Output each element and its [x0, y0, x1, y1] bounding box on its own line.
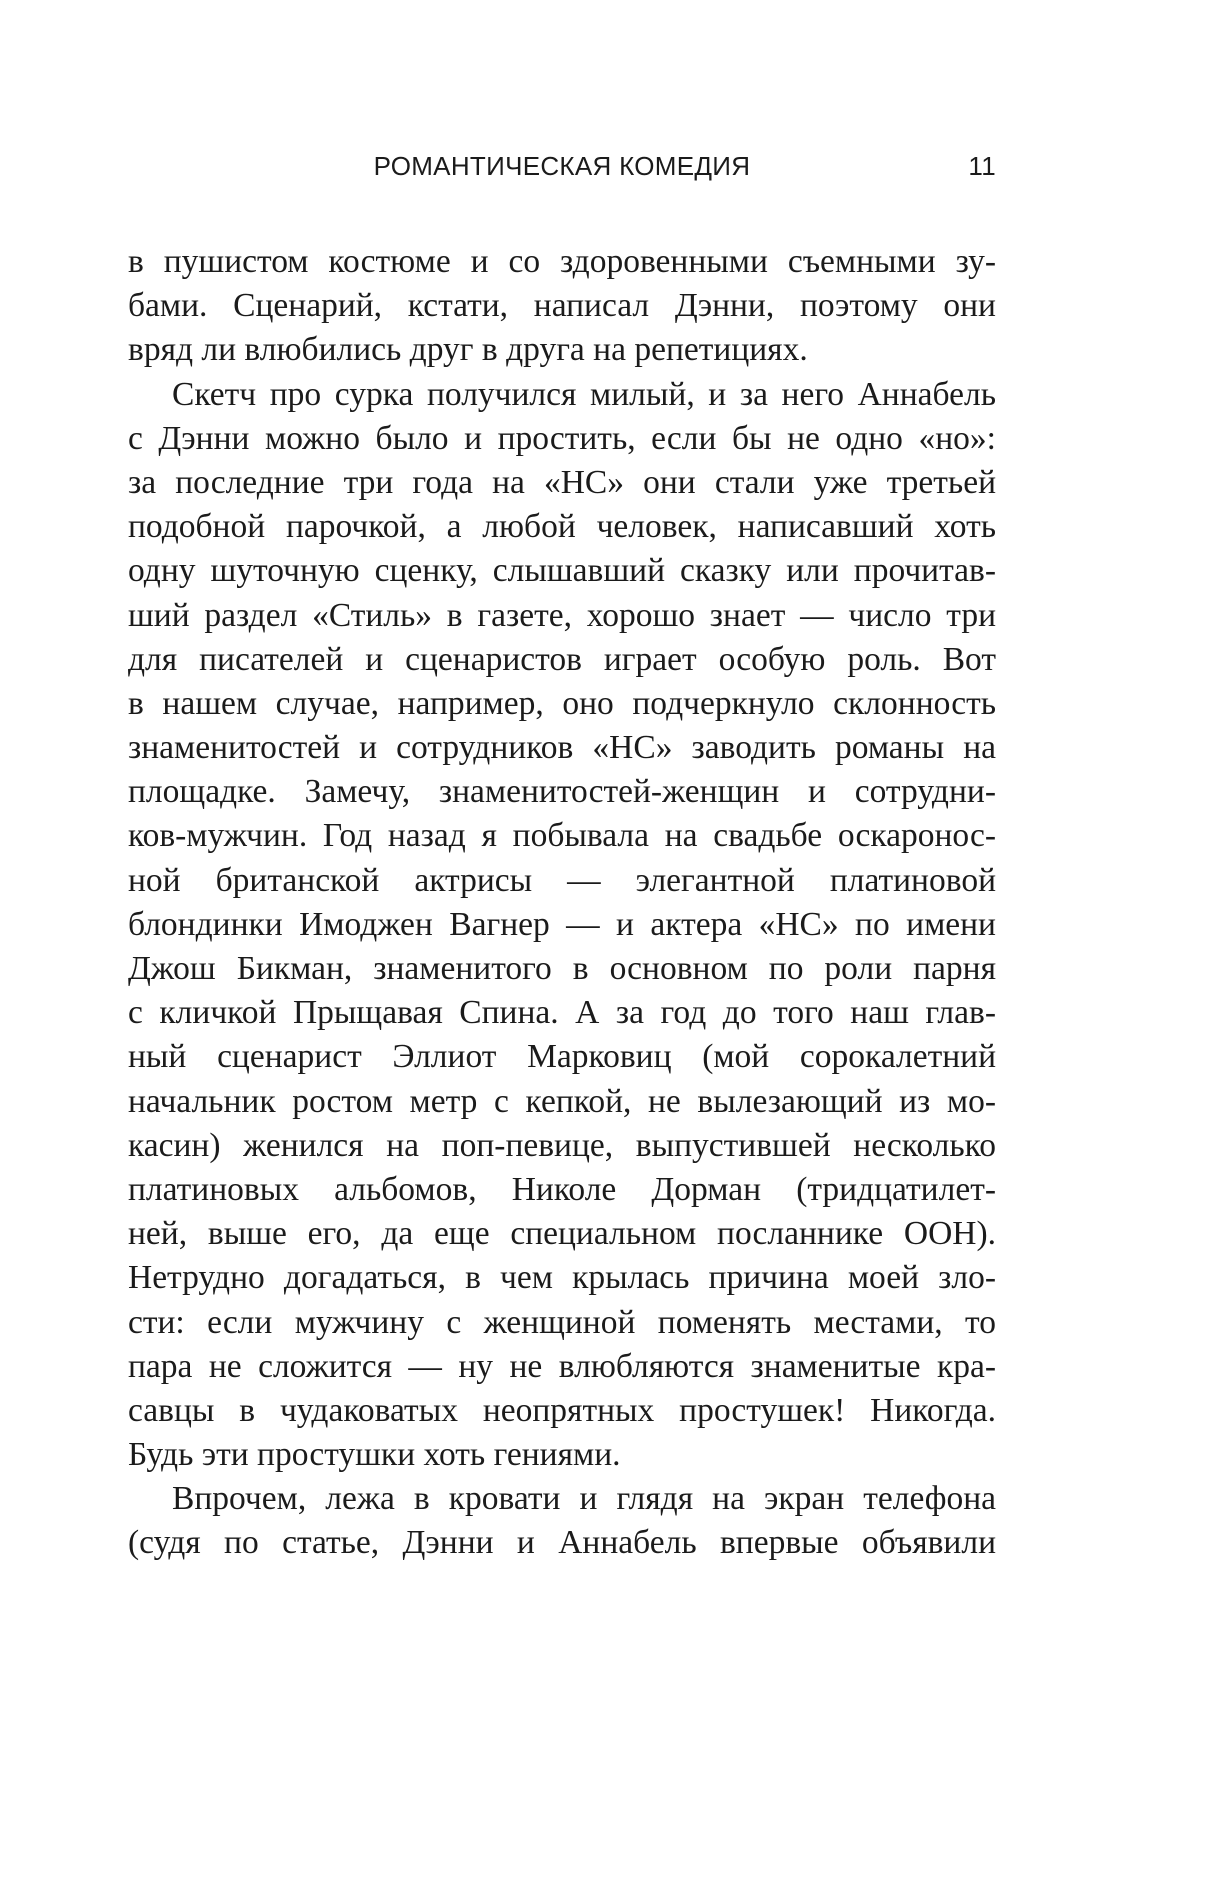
text-line: платиновых альбомов, Николе Дорман (тридцатилет- — [128, 1170, 996, 1208]
text-line: за последние три года на «НС» они стали уже третьей — [128, 463, 996, 501]
text-line: Нетрудно догадаться, в чем крылась причина моей зло- — [128, 1259, 996, 1297]
text-line: бами. Сценарий, кстати, написал Дэнни, поэтому они — [128, 287, 996, 325]
page-number: 11 — [968, 151, 996, 181]
text-line: знаменитостей и сотрудников «НС» заводить романы на — [128, 729, 996, 767]
text-line: касин) женился на поп-певице, выпустившей несколько — [128, 1126, 996, 1164]
paragraph-sketch — [128, 373, 996, 1478]
text-line: (судя по статье, Дэнни и Аннабель впервые объявили — [128, 1524, 996, 1562]
text-line: в нашем случае, например, оно подчеркнуло склонность — [128, 684, 996, 722]
paragraph-phone — [128, 1477, 996, 1565]
text-line: подобной парочкой, а любой человек, написавший хоть — [128, 508, 996, 546]
text-line: начальник ростом метр с кепкой, не вылезающий из мо- — [128, 1082, 996, 1120]
paragraph-continuation — [128, 240, 996, 373]
text-line: сти: если мужчину с женщиной поменять местами, то — [128, 1303, 996, 1341]
text-line: одну шуточную сценку, слышавший сказку или прочитав- — [128, 552, 996, 590]
text-line: ней, выше его, да еще специальном посланнике ООН). — [128, 1215, 996, 1253]
text-line: Скетч про сурка получился милый, и за него Аннабель — [172, 375, 996, 413]
running-title: РОМАНТИЧЕСКАЯ КОМЕДИЯ — [373, 151, 751, 181]
text-line: площадке. Замечу, знаменитостей-женщин и сотрудни- — [128, 773, 996, 811]
text-line: блондинки Имоджен Вагнер — и актера «НС» по имени — [128, 905, 996, 943]
text-line: Впрочем, лежа в кровати и глядя на экран телефона — [172, 1480, 996, 1518]
body-text — [128, 240, 996, 1566]
text-line: для писателей и сценаристов играет особую роль. Вот — [128, 640, 996, 678]
text-line: Джош Бикман, знаменитого в основном по роли парня — [128, 950, 996, 987]
text-line: вряд ли влюбились друг в друга на репетициях. — [128, 331, 808, 369]
running-head — [128, 151, 996, 187]
text-line: в пушистом костюме и со здоровенными съемными зу- — [128, 243, 996, 280]
text-line: с кличкой Прыщавая Спина. А за год до того наш глав- — [128, 994, 996, 1032]
text-line: ный сценарист Эллиот Марковиц (мой сорокалетний — [128, 1038, 996, 1076]
text-line: Будь эти простушки хоть гениями. — [128, 1436, 621, 1474]
text-line: с Дэнни можно было и простить, если бы не одно «но»: — [128, 419, 996, 457]
text-line: ший раздел «Стиль» в газете, хорошо знает — число три — [128, 596, 996, 634]
text-line: пара не сложится — ну не влюбляются знаменитые кра- — [128, 1347, 996, 1385]
text-line: савцы в чудаковатых неопрятных простушек! Никогда. — [128, 1391, 996, 1429]
text-line: ков-мужчин. Год назад я побывала на свадьбе оскароно​с- — [128, 817, 996, 855]
text-line: ной британской актрисы — элегантной платиновой — [128, 861, 996, 899]
